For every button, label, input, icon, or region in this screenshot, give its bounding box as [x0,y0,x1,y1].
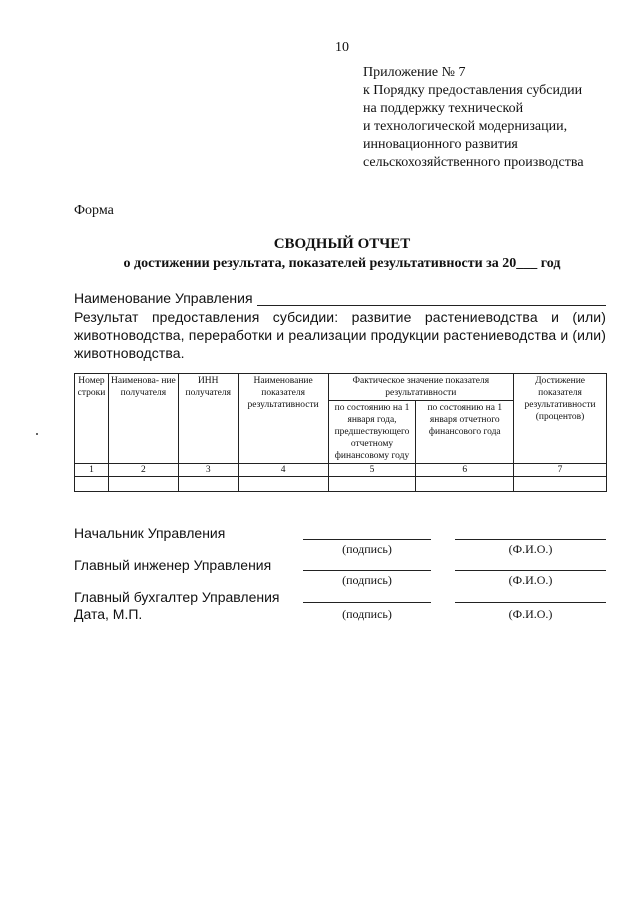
appendix-line: к Порядку предоставления субсидии [363,83,583,98]
header-recipient-name: Наименова- ние получателя [108,374,178,464]
table-cell[interactable] [108,477,178,492]
organization-blank-line[interactable] [257,291,606,306]
form-label: Форма [74,203,114,218]
document-subtitle: о достижении результата, показателей результативности за 20___ год [123,256,561,271]
signature-hint: (подпись) [342,542,392,556]
table-cell[interactable] [416,477,514,492]
appendix-line: и технологической модернизации, [363,119,568,134]
column-number: 4 [238,464,328,477]
summary-report-table [74,373,607,492]
name-line-chief-engineer[interactable] [455,570,606,571]
signature-role-head: Начальник Управления [74,525,226,541]
signature-role-chief-engineer: Главный инженер Управления [74,557,272,573]
table-cell[interactable] [514,477,607,492]
column-number: 2 [108,464,178,477]
header-achievement: Достижение показателя результативности (процентов) [514,374,607,464]
appendix-header [363,64,584,172]
signature-line-head[interactable] [303,539,431,540]
appendix-line: Приложение № 7 [363,65,466,80]
subsidy-result-text: Результат предоставления субсидии: развитие растениеводства и (или) животноводства, переработки и реализации продукции растениеводства и (или) животноводства. [74,309,606,361]
table-cell[interactable] [75,477,109,492]
organization-label: Наименование Управления [74,290,253,306]
header-as-of-previous-year: по состоянию на 1 января года, предшествующего отчетному финансовому году [328,401,416,464]
signature-hint: (подпись) [342,573,392,587]
table-cell[interactable] [328,477,416,492]
document-title: СВОДНЫЙ ОТЧЕТ [273,236,411,252]
header-inn: ИНН получателя [178,374,238,464]
header-actual-value: Фактическое значение показателя результативности [328,374,514,401]
signature-line-chief-accountant[interactable] [303,602,431,603]
name-hint: (Ф.И.О.) [508,573,553,587]
column-number: 7 [514,464,607,477]
header-row-number: Номер строки [75,374,109,464]
page-number: 10 [335,40,349,55]
table-cell[interactable] [178,477,238,492]
date-stamp-label: Дата, М.П. [74,606,143,622]
signature-hint: (подпись) [342,607,392,621]
name-line-chief-accountant[interactable] [455,602,606,603]
column-number: 3 [178,464,238,477]
appendix-line: сельскохозяйственного производства [363,155,584,170]
name-hint: (Ф.И.О.) [508,607,553,621]
signature-line-chief-engineer[interactable] [303,570,431,571]
header-indicator-name: Наименование показателя результативности [238,374,328,464]
name-line-head[interactable] [455,539,606,540]
name-hint: (Ф.И.О.) [508,542,553,556]
signature-role-chief-accountant: Главный бухгалтер Управления [74,589,280,605]
appendix-line: инновационного развития [363,137,518,152]
table-cell[interactable] [238,477,328,492]
column-number: 1 [75,464,109,477]
scan-speck [36,433,38,435]
column-number: 5 [328,464,416,477]
organization-row [74,290,606,306]
header-as-of-reporting-year: по состоянию на 1 января отчетного финансового года [416,401,514,464]
appendix-line: на поддержку технической [363,101,524,116]
column-number: 6 [416,464,514,477]
